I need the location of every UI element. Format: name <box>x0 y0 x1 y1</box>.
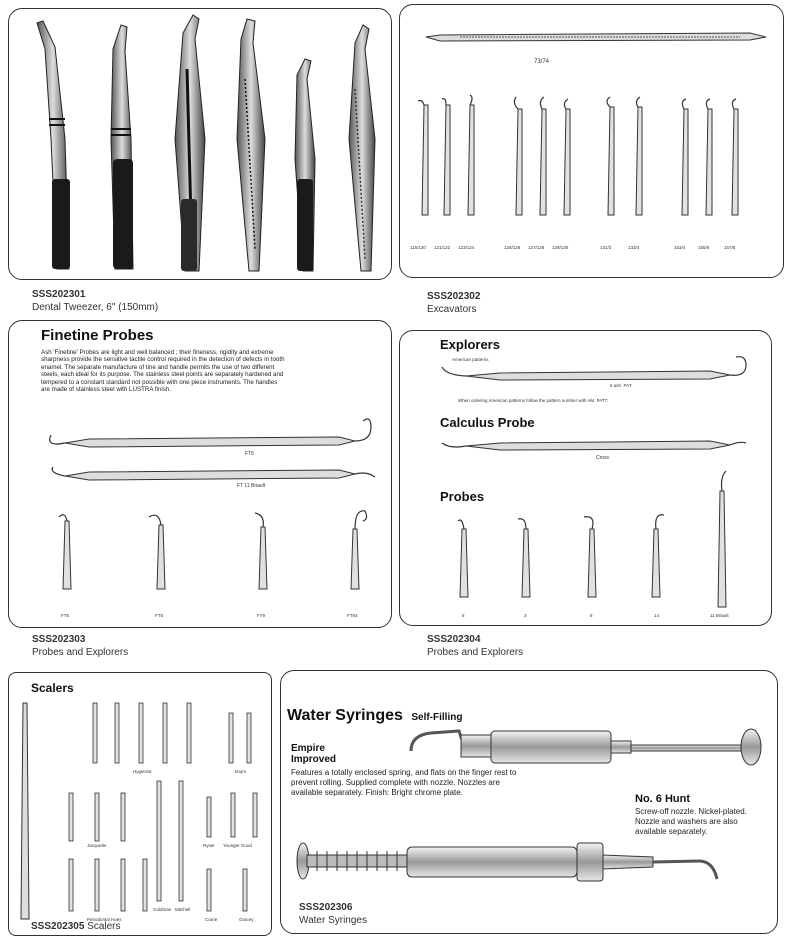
scaler-group-label: Crane <box>205 917 218 922</box>
tweezer-3 <box>175 15 205 271</box>
tip-label: FT8 <box>155 613 164 618</box>
panel-heading: Scalers <box>31 681 74 695</box>
tweezer-4 <box>237 19 265 271</box>
excavator-label: 155/6 <box>698 245 710 250</box>
panel-explorers <box>399 330 772 626</box>
empire-title-line-2: Improved <box>291 754 337 765</box>
scaler-group-label: Periodontal Hoes <box>87 917 122 922</box>
explorers-illustration <box>400 331 772 626</box>
hunt-title: No. 6 Hunt <box>635 793 690 805</box>
caption-scalers <box>31 920 121 933</box>
product-description: Water Syringes <box>299 915 367 926</box>
probe-label: 8 <box>590 613 593 618</box>
panel-heading: Finetine Probes <box>41 327 154 344</box>
excavators-illustration <box>400 5 784 278</box>
caption-excavators <box>427 290 480 316</box>
tweezers-illustration <box>9 9 392 280</box>
american-pattern-note: American patterns <box>452 357 489 362</box>
tip-label: FT6 <box>61 613 70 618</box>
heading-calculus-probe: Calculus Probe <box>440 415 535 430</box>
hunt-syringe <box>297 843 717 881</box>
excavator-label: 127/128 <box>528 245 545 250</box>
explorer-note: When ordering American patterns follow the pattern number with AM. PATT. <box>458 398 609 403</box>
excavator-label: 157/8 <box>724 245 736 250</box>
probe-tips <box>460 491 726 607</box>
probe-label: 6 <box>462 613 465 618</box>
scaler-group-label: Hygienist <box>133 769 152 774</box>
excavator-label: 129/130 <box>552 245 569 250</box>
panel-tweezers <box>8 8 392 280</box>
syringes-illustration <box>281 671 778 934</box>
product-code: SSS202302 <box>427 291 481 302</box>
tip-label: FT9 <box>257 613 266 618</box>
empire-description: Features a totally enclosed spring, and flats on the finger rest to prevent rolling. Supplied complete with nozzle. Nozzles are available separately. Finish: Bright chrome plate. <box>291 768 517 797</box>
caption-syringes <box>299 901 367 927</box>
finetine-probe-ft11 <box>52 467 375 480</box>
product-code: SSS202303 <box>32 634 86 645</box>
tweezer-1 <box>37 21 70 269</box>
probe-label: 14 <box>654 613 660 618</box>
panel-excavators <box>399 4 784 278</box>
product-code: SSS202306 <box>299 902 353 913</box>
tweezer-5 <box>295 59 315 271</box>
empire-syringe <box>411 729 761 765</box>
excavator-label: 123/124 <box>458 245 475 250</box>
excavator-label: 125/126 <box>504 245 521 250</box>
excavator-label: 115/130 <box>410 245 426 250</box>
scaler-group-label: Gracey <box>239 917 254 922</box>
tweezer-2 <box>111 25 133 269</box>
excavator-label: 131/2 <box>600 245 612 250</box>
scalers-illustration <box>9 673 272 936</box>
excavator-row <box>422 105 738 215</box>
tweezer-6 <box>349 25 375 271</box>
product-code: SSS202304 <box>427 634 481 645</box>
scaler-long-handle <box>21 703 29 919</box>
product-description: Dental Tweezer, 6" (150mm) <box>32 302 159 313</box>
calculus-label: Cross <box>596 455 610 461</box>
finetine-illustration <box>9 321 392 628</box>
hunt-description: Screw-off nozzle. Nickel-plated. Nozzle and washers are also available separately. <box>635 807 747 836</box>
panel-water-syringes <box>280 670 778 934</box>
heading-main: Water Syringes <box>287 707 403 724</box>
calculus-probe-instrument <box>442 441 746 450</box>
scaler-tips-row-1 <box>93 703 251 763</box>
scaler-group-label: Day's <box>235 769 247 774</box>
probe-label: FT5 <box>245 451 254 457</box>
heading-probes: Probes <box>440 489 485 504</box>
product-description: Excavators <box>427 304 477 315</box>
finetine-tips <box>63 521 359 589</box>
excavator-label: 153/4 <box>674 245 686 250</box>
panel-description: Ash 'Finetine' Probes are light and well balanced ; their fineness, rigidity and extreme sharpness provide the sensitive tactile control required in the detection of defects in tooth enamel. The separate manufacture of tine and handle permits the use of two different steels, each ideal for its purpose. The stainless steel points are separately hardened and tempered to a constant standard not possible with one piece instruments. The handles are made of stainless steel with LUSTRA finish. <box>41 349 285 394</box>
panel-scalers <box>8 672 272 936</box>
probe-label: 3 <box>524 613 527 618</box>
scaler-group-label: Jacquette <box>87 843 107 848</box>
caption-tweezers <box>32 288 158 314</box>
excavator-label: 121/122 <box>434 245 451 250</box>
panel-finetine-probes <box>8 320 392 628</box>
probe-label: FT 11 Briault <box>237 483 266 489</box>
heading-explorers: Explorers <box>440 337 500 352</box>
scaler-group-label: Goldman <box>153 907 172 912</box>
excavator-label: 133/4 <box>628 245 640 250</box>
heading-sub: Self-Filling <box>411 712 463 723</box>
product-code: SSS202301 <box>32 289 86 300</box>
tip-label: FT64 <box>347 613 358 618</box>
scaler-group-label: Mitchell <box>175 907 191 912</box>
caption-explorers <box>427 633 523 659</box>
finetine-probe-ft5 <box>50 419 371 447</box>
caption-finetine <box>32 633 128 659</box>
product-code: SSS202305 <box>31 921 85 932</box>
product-description: Scalers <box>87 921 121 932</box>
product-description: Probes and Explorers <box>32 647 129 658</box>
excavator-double-ended <box>426 33 766 41</box>
scaler-group-label: Younger Good <box>223 843 252 848</box>
probe-label: 11 Briault <box>710 613 729 618</box>
explorer-instrument <box>442 357 746 380</box>
scaler-group-label: Ryser <box>203 843 215 848</box>
excavator-top-label: 73/74 <box>534 59 550 65</box>
empire-title-line-1: Empire <box>291 743 325 754</box>
product-description: Probes and Explorers <box>427 647 524 658</box>
explorer-label: 5 ash. PAT. <box>610 383 633 388</box>
